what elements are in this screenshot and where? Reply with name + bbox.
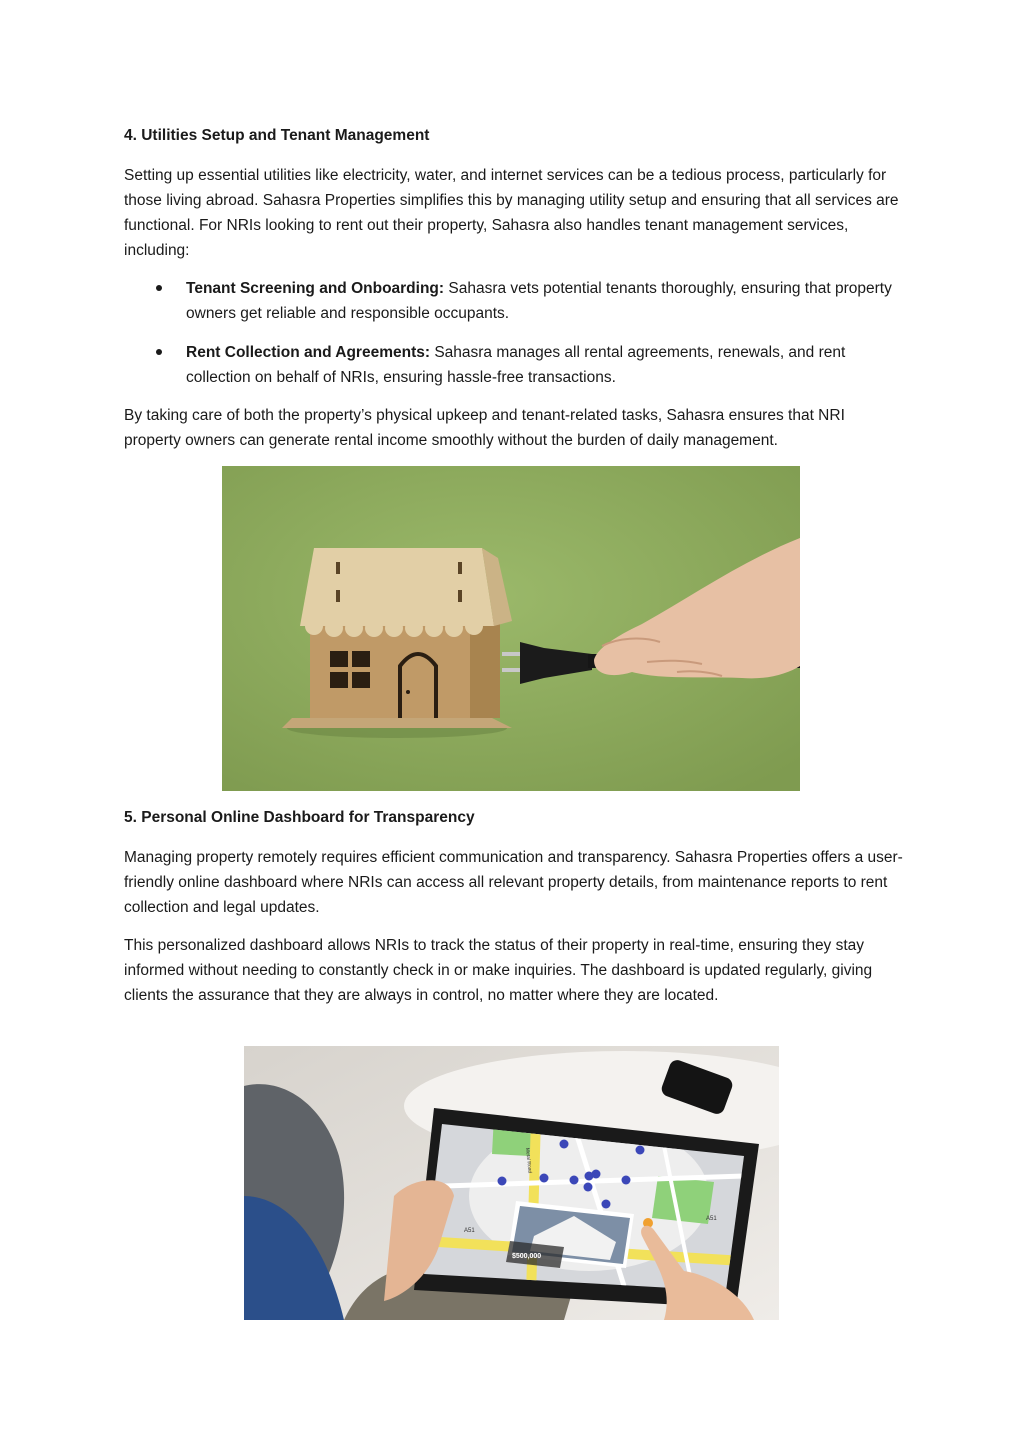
tenant-services-list bbox=[124, 276, 904, 404]
bullet-icon bbox=[156, 285, 162, 291]
bullet-text: Sahasra vets potential tenants thoroughly, ensuring that property owners get reliable and responsible occupants. bbox=[186, 280, 892, 322]
bullet-icon bbox=[156, 349, 162, 355]
section-5-para-2: This personalized dashboard allows NRIs to track the status of their property in real-time, ensuring they stay informed without needing to constantly check in or make inquiries. The dashboard is updated regularly, giving clients the assurance that they are always in control, no matter where they are located. bbox=[124, 937, 873, 1004]
bullet-title: Tenant Screening and Onboarding: bbox=[186, 280, 445, 297]
road-label: A51 bbox=[706, 1216, 717, 1222]
section-5-heading: 5. Personal Online Dashboard for Transparency bbox=[124, 809, 475, 826]
tablet-map-photo bbox=[244, 1046, 779, 1320]
list-item bbox=[124, 340, 904, 390]
section-4-heading: 4. Utilities Setup and Tenant Management bbox=[124, 127, 430, 144]
road-label: A51 bbox=[464, 1228, 475, 1234]
section-4-intro: Setting up essential utilities like electricity, water, and internet services can be a tedious process, particularly for those living abroad. Sahasra Properties simplifies this by managing utility setup and ensuring that all services are functional. For NRIs looking to rent out their property, Sahasra also handles tenant management services, including: bbox=[124, 167, 899, 259]
price-tag: $500,000 bbox=[512, 1253, 542, 1260]
bullet-title: Rent Collection and Agreements: bbox=[186, 344, 431, 361]
section-4-closing: By taking care of both the property’s physical upkeep and tenant-related tasks, Sahasra ensures that NRI property owners can generate rental income smoothly without the burden of daily management. bbox=[124, 407, 845, 449]
house-plug-photo bbox=[222, 466, 800, 791]
road-label: Metal Road bbox=[524, 1147, 533, 1174]
bullet-text: Sahasra manages all rental agreements, renewals, and rent collection on behalf of NRIs, ensuring hassle-free transactions. bbox=[186, 344, 846, 386]
section-5-para-1: Managing property remotely requires efficient communication and transparency. Sahasra Properties offers a user-friendly online dashboard where NRIs can access all relevant property details, from maintenance reports to rent collection and legal updates. bbox=[124, 849, 903, 916]
list-item bbox=[124, 276, 904, 326]
